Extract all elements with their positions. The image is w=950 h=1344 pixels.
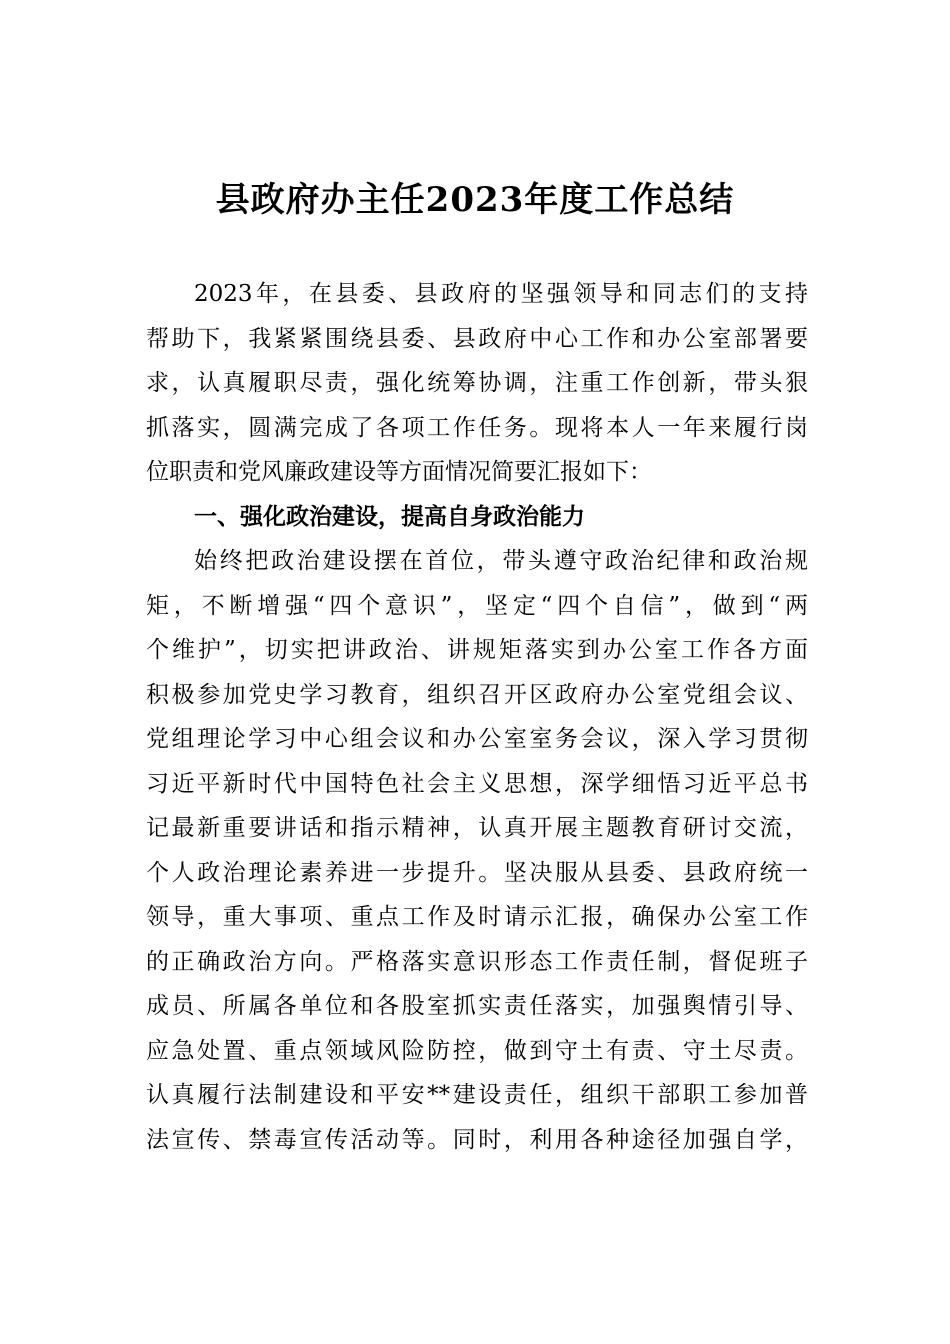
- section-line: 的正确政治方向。严格落实意识形态工作责任制，督促班子: [146, 948, 808, 975]
- intro-line: 求，认真履职尽责，强化统筹协调，注重工作创新，带头狠: [146, 370, 808, 396]
- section-line: 个人政治理论素养进一步提升。坚决服从县委、县政府统一: [146, 859, 808, 886]
- section-line: 法宣传、禁毒宣传活动等。同时，利用各种途径加强自学，: [146, 1126, 808, 1153]
- page-title: 县政府办主任2023年度工作总结: [215, 180, 735, 220]
- section-line: 成员、所属各单位和各股室抓实责任落实，加强舆情引导、: [146, 993, 808, 1019]
- document-body: [146, 272, 808, 1162]
- section-line: 领导，重大事项、重点工作及时请示汇报，确保办公室工作: [146, 904, 808, 930]
- section-line: 党组理论学习中心组会议和办公室室务会议，深入学习贯彻: [146, 726, 808, 752]
- section-line: 记最新重要讲话和指示精神，认真开展主题教育研讨交流，: [146, 815, 808, 841]
- section-line: 始终把政治建设摆在首位，带头遵守政治纪律和政治规: [194, 548, 808, 574]
- section-line: 认真履行法制建设和平安**建设责任，组织干部职工参加普: [146, 1082, 808, 1108]
- intro-line: 2023年，在县委、县政府的坚强领导和同志们的支持: [194, 281, 808, 307]
- section-line: 矩，不断增强“四个意识”，坚定“四个自信”，做到“两: [146, 592, 808, 619]
- section-line: 积极参加党史学习教育，组织召开区政府办公室党组会议、: [146, 681, 808, 708]
- section-line: 习近平新时代中国特色社会主义思想，深学细悟习近平总书: [146, 770, 808, 797]
- intro-line: 位职责和党风廉政建设等方面情况简要汇报如下：: [146, 459, 652, 485]
- intro-line: 帮助下，我紧紧围绕县委、县政府中心工作和办公室部署要: [146, 325, 808, 352]
- section-heading: 一、强化政治建设，提高自身政治能力: [194, 503, 585, 530]
- section-line: 个维护”，切实把讲政治、讲规矩落实到办公室工作各方面: [146, 637, 808, 663]
- section-line: 应急处置、重点领域风险防控，做到守土有责、守土尽责。: [146, 1037, 808, 1064]
- intro-line: 抓落实，圆满完成了各项工作任务。现将本人一年来履行岗: [146, 414, 808, 441]
